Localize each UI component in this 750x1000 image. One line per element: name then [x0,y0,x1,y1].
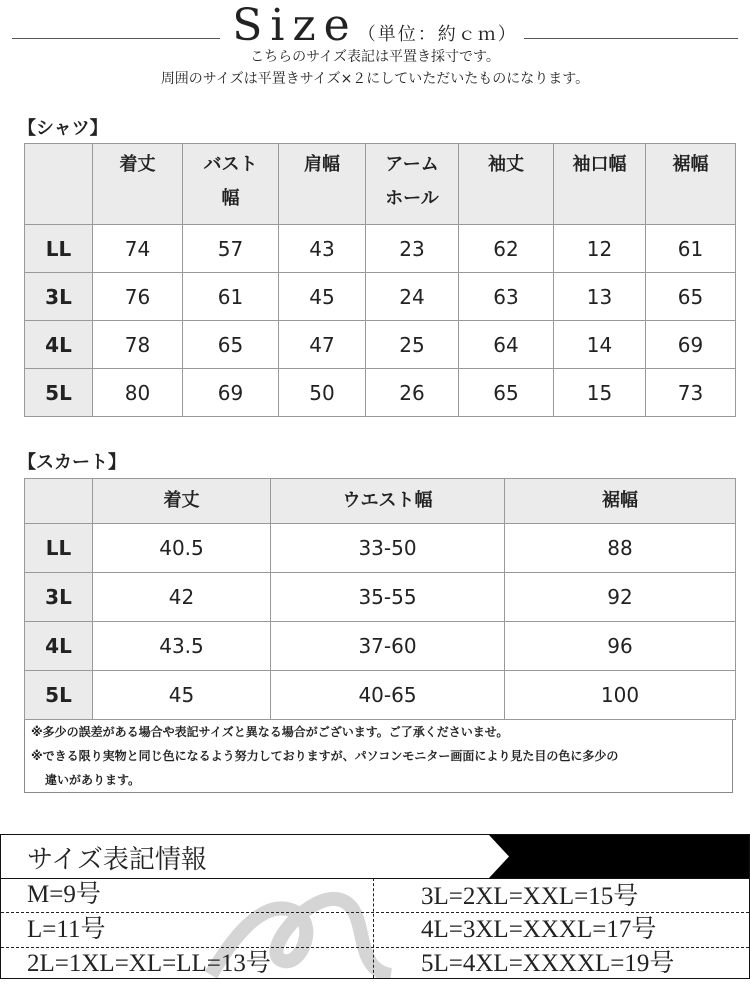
table-cell: 62 [459,225,554,273]
note-2-cont: 違いがあります。 [45,773,141,787]
table-cell: 26 [366,369,459,417]
table-cell: 43.5 [93,622,271,671]
size-equivalence: 3L=2XL=XXL=15号 [421,883,639,910]
table-cell: 14 [554,321,646,369]
size-label: 5L [25,671,93,720]
shirt-section-title: 【シャツ】 [18,118,108,139]
column-divider [373,878,374,978]
skirt-section-title: 【スカート】 [18,452,126,473]
table-cell: 33-50 [271,524,505,573]
table-cell: 23 [366,225,459,273]
corner-cell [25,479,93,524]
size-info-header [1,835,749,879]
table-cell: 15 [554,369,646,417]
size-label: 3L [25,573,93,622]
table-cell: 12 [554,225,646,273]
table-cell: 96 [505,622,736,671]
table-row [25,524,736,573]
table-cell: 65 [459,369,554,417]
table-cell: 50 [279,369,366,417]
table-cell: 65 [646,273,736,321]
column-header: ウエスト幅 [271,479,505,524]
table-cell: 40-65 [271,671,505,720]
table-row [25,671,736,720]
table-cell: 78 [93,321,183,369]
size-equivalence: L=11号 [27,916,106,943]
column-header: 着丈 [93,479,271,524]
shirt-size-table [24,143,736,417]
page-title [0,0,750,51]
table-cell: 13 [554,273,646,321]
table-cell: 64 [459,321,554,369]
size-info-panel [0,834,750,979]
table-cell: 73 [646,369,736,417]
table-row [25,273,736,321]
table-row [25,321,736,369]
column-header: 肩幅 [279,144,366,225]
size-label: LL [25,225,93,273]
header-black-arrow [489,835,749,878]
size-label: 3L [25,273,93,321]
table-row [25,622,736,671]
corner-cell [25,144,93,225]
column-header: バスト幅 [183,144,279,225]
size-label: 4L [25,622,93,671]
table-cell: 80 [93,369,183,417]
note-1: ※多少の誤差がある場合や表記サイズと異なる場合がございます。ご了承くださいませ。 [31,725,509,739]
column-header: アームホール [366,144,459,225]
subtitle-line-2: 周囲のサイズは平置きサイズ×２にしていただいたものになります。 [160,71,590,87]
title-size: Size [232,0,358,51]
table-cell: 61 [646,225,736,273]
shirt-header-row [25,144,736,225]
table-cell: 63 [459,273,554,321]
table-cell: 88 [505,524,736,573]
table-cell: 57 [183,225,279,273]
table-cell: 25 [366,321,459,369]
table-cell: 76 [93,273,183,321]
table-cell: 65 [183,321,279,369]
skirt-header-row [25,479,736,524]
size-equivalence: 4L=3XL=XXXL=17号 [421,916,657,943]
note-2: ※できる限り実物と同じ色になるよう努力しておりますが、パソコンモニター画面により見た目の色に多少の [31,749,619,763]
table-cell: 42 [93,573,271,622]
table-cell: 24 [366,273,459,321]
table-cell: 74 [93,225,183,273]
table-cell: 45 [93,671,271,720]
column-header: 袖丈 [459,144,554,225]
size-label: LL [25,524,93,573]
column-header: 裾幅 [505,479,736,524]
table-cell: 40.5 [93,524,271,573]
table-cell: 47 [279,321,366,369]
table-cell: 45 [279,273,366,321]
table-cell: 37-60 [271,622,505,671]
table-cell: 69 [646,321,736,369]
notes-box [24,720,733,793]
table-row [25,573,736,622]
size-info-title: サイズ表記情報 [27,845,207,874]
table-row [25,225,736,273]
table-cell: 69 [183,369,279,417]
skirt-size-table [24,478,736,720]
column-header: 裾幅 [646,144,736,225]
size-label: 4L [25,321,93,369]
size-equivalence: 2L=1XL=XL=LL=13号 [27,950,271,977]
title-unit: （単位：約ｃｍ） [357,24,518,45]
size-equivalence: M=9号 [27,881,101,908]
column-header: 袖口幅 [554,144,646,225]
table-row [25,369,736,417]
table-cell: 100 [505,671,736,720]
size-label: 5L [25,369,93,417]
table-cell: 92 [505,573,736,622]
table-cell: 61 [183,273,279,321]
table-cell: 35-55 [271,573,505,622]
subtitle-line-1: こちらのサイズ表記は平置き採寸です。 [250,49,500,65]
table-cell: 43 [279,225,366,273]
column-header: 着丈 [93,144,183,225]
size-equivalence: 5L=4XL=XXXXL=19号 [421,950,675,977]
